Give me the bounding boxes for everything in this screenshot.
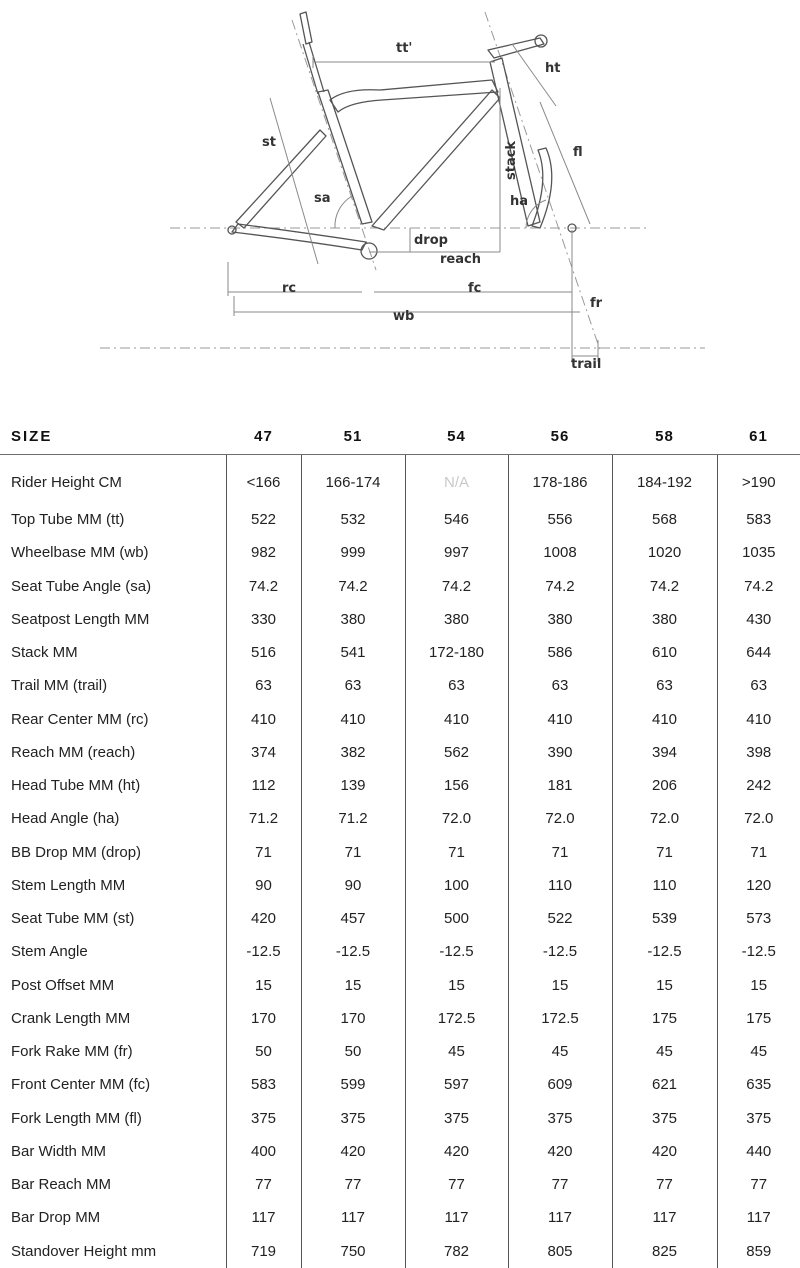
cell-size-61: 77 — [750, 1176, 768, 1194]
geometry-table-body — [0, 455, 800, 1268]
cell-size-54: 15 — [405, 969, 508, 1002]
cell-size-56: 181 — [508, 769, 612, 802]
cell-size-61: 635 — [746, 1076, 772, 1094]
label-wb: wb — [393, 309, 415, 324]
row-label: Rear Center MM (rc) — [0, 703, 226, 736]
table-row — [0, 1102, 800, 1135]
row-label: Post Offset MM — [0, 969, 226, 1002]
cell-size-51: 170 — [301, 1002, 405, 1035]
cell-size-56: 77 — [508, 1168, 612, 1201]
cell-size-51: 117 — [301, 1201, 405, 1234]
cell-size-47: 583 — [226, 1068, 301, 1101]
cell-size-56: 71 — [508, 836, 612, 869]
row-label: Bar Width MM — [0, 1135, 226, 1168]
table-row — [0, 636, 800, 669]
table-row — [0, 1002, 800, 1035]
cell-size-47: 117 — [226, 1201, 301, 1234]
label-reach: reach — [440, 252, 481, 267]
size-header: SIZE — [0, 418, 226, 455]
cell-size-58: 71 — [612, 836, 717, 869]
cell-size-58: -12.5 — [612, 935, 717, 968]
cell-size-47: -12.5 — [226, 935, 301, 968]
cell-size-61: 242 — [746, 777, 772, 795]
cell-size-51: 999 — [301, 536, 405, 569]
cell-size-51: 50 — [301, 1035, 405, 1068]
cell-size-51: 15 — [301, 969, 405, 1002]
cell-size-56: 380 — [508, 603, 612, 636]
label-ht: ht — [545, 61, 561, 76]
cell-size-61: 45 — [750, 1043, 768, 1061]
cell-size-61: 120 — [746, 876, 772, 894]
table-row — [0, 455, 800, 504]
row-label: Top Tube MM (tt) — [0, 503, 226, 536]
cell-size-54: 71 — [405, 836, 508, 869]
cell-size-54: 597 — [405, 1068, 508, 1101]
cell-size-58: 375 — [612, 1102, 717, 1135]
table-row — [0, 1135, 800, 1168]
row-label: Standover Height mm — [0, 1235, 226, 1268]
cell-size-47: 90 — [226, 869, 301, 902]
label-fr: fr — [590, 296, 603, 311]
cell-size-51: 77 — [301, 1168, 405, 1201]
reference-lines — [100, 12, 705, 350]
cell-size-51: 166-174 — [301, 455, 405, 504]
table-row — [0, 1235, 800, 1268]
cell-size-58: 610 — [612, 636, 717, 669]
cell-size-58: 77 — [612, 1168, 717, 1201]
cell-size-61: 15 — [750, 976, 768, 994]
table-row — [0, 536, 800, 569]
cell-size-61: 175 — [746, 1009, 772, 1027]
cell-size-54: 74.2 — [405, 570, 508, 603]
table-row — [0, 869, 800, 902]
cell-size-47: <166 — [226, 455, 301, 504]
cell-size-58: 72.0 — [612, 802, 717, 835]
cell-size-54: 500 — [405, 902, 508, 935]
cell-size-54: 45 — [405, 1035, 508, 1068]
cell-size-56: 15 — [508, 969, 612, 1002]
cell-size-54: 380 — [405, 603, 508, 636]
row-label: BB Drop MM (drop) — [0, 836, 226, 869]
row-label: Stem Angle — [0, 935, 226, 968]
row-label: Reach MM (reach) — [0, 736, 226, 769]
cell-size-54: 72.0 — [405, 802, 508, 835]
cell-size-58: 206 — [612, 769, 717, 802]
row-label: Stem Length MM — [0, 869, 226, 902]
cell-size-54: 100 — [405, 869, 508, 902]
label-fl: fl — [573, 145, 583, 160]
cell-size-61: -12.5 — [741, 943, 776, 961]
cell-size-61: 430 — [746, 610, 772, 628]
label-ha: ha — [510, 194, 529, 209]
row-label: Fork Rake MM (fr) — [0, 1035, 226, 1068]
table-row — [0, 736, 800, 769]
cell-size-61: >190 — [741, 473, 776, 491]
cell-size-56: 522 — [508, 902, 612, 935]
cell-size-61: 375 — [746, 1109, 772, 1127]
cell-size-61: 1035 — [742, 544, 776, 562]
cell-size-56: -12.5 — [508, 935, 612, 968]
cell-size-56: 110 — [508, 869, 612, 902]
row-label: Head Tube MM (ht) — [0, 769, 226, 802]
size-54-header: 54 — [405, 418, 508, 455]
cell-size-61: 410 — [746, 710, 772, 728]
cell-size-51: 71.2 — [301, 802, 405, 835]
row-label: Wheelbase MM (wb) — [0, 536, 226, 569]
row-label: Stack MM — [0, 636, 226, 669]
table-row — [0, 836, 800, 869]
label-drop: drop — [414, 233, 448, 248]
cell-size-47: 170 — [226, 1002, 301, 1035]
cell-size-51: 139 — [301, 769, 405, 802]
cell-size-47: 374 — [226, 736, 301, 769]
cell-size-47: 74.2 — [226, 570, 301, 603]
label-trail: trail — [571, 357, 602, 372]
cell-size-54: 562 — [405, 736, 508, 769]
cell-size-61: 74.2 — [744, 577, 774, 595]
cell-size-56: 172.5 — [508, 1002, 612, 1035]
row-label: Seatpost Length MM — [0, 603, 226, 636]
cell-size-54: 156 — [405, 769, 508, 802]
size-47-header: 47 — [226, 418, 301, 455]
cell-size-51: 599 — [301, 1068, 405, 1101]
row-label: Bar Reach MM — [0, 1168, 226, 1201]
cell-size-51: 375 — [301, 1102, 405, 1135]
row-label: Rider Height CM — [0, 455, 226, 504]
cell-size-58: 15 — [612, 969, 717, 1002]
cell-size-58: 410 — [612, 703, 717, 736]
cell-size-58: 1020 — [612, 536, 717, 569]
cell-size-47: 522 — [226, 503, 301, 536]
table-row — [0, 669, 800, 702]
cell-size-47: 516 — [226, 636, 301, 669]
geometry-table — [0, 418, 800, 1268]
label-st: st — [262, 135, 276, 150]
cell-size-54: 77 — [405, 1168, 508, 1201]
cell-size-56: 74.2 — [508, 570, 612, 603]
cell-size-56: 390 — [508, 736, 612, 769]
cell-size-47: 71 — [226, 836, 301, 869]
table-row — [0, 1068, 800, 1101]
cell-size-51: 541 — [301, 636, 405, 669]
row-label: Crank Length MM — [0, 1002, 226, 1035]
cell-size-56: 609 — [508, 1068, 612, 1101]
cell-size-47: 71.2 — [226, 802, 301, 835]
cell-size-56: 1008 — [508, 536, 612, 569]
cell-size-54: 546 — [405, 503, 508, 536]
table-row — [0, 1035, 800, 1068]
row-label: Front Center MM (fc) — [0, 1068, 226, 1101]
cell-size-54: 782 — [405, 1235, 508, 1268]
cell-size-56: 117 — [508, 1201, 612, 1234]
row-label: Head Angle (ha) — [0, 802, 226, 835]
cell-size-47: 400 — [226, 1135, 301, 1168]
label-sa: sa — [314, 191, 331, 206]
label-tt: tt' — [396, 41, 413, 56]
cell-size-47: 375 — [226, 1102, 301, 1135]
cell-size-58: 621 — [612, 1068, 717, 1101]
cell-size-51: 63 — [301, 669, 405, 702]
cell-size-51: 457 — [301, 902, 405, 935]
cell-size-58: 568 — [612, 503, 717, 536]
cell-size-47: 50 — [226, 1035, 301, 1068]
cell-size-51: 382 — [301, 736, 405, 769]
cell-size-51: 74.2 — [301, 570, 405, 603]
cell-size-47: 77 — [226, 1168, 301, 1201]
cell-size-54: 410 — [405, 703, 508, 736]
cell-size-58: 117 — [612, 1201, 717, 1234]
cell-size-61: 859 — [746, 1242, 772, 1260]
cell-size-51: 380 — [301, 603, 405, 636]
cell-size-47: 420 — [226, 902, 301, 935]
size-56-header: 56 — [508, 418, 612, 455]
cell-size-58: 420 — [612, 1135, 717, 1168]
header-row — [0, 418, 800, 455]
cell-size-51: 420 — [301, 1135, 405, 1168]
cell-size-58: 45 — [612, 1035, 717, 1068]
cell-size-54: 997 — [405, 536, 508, 569]
cell-size-56: 45 — [508, 1035, 612, 1068]
table-row — [0, 1168, 800, 1201]
cell-size-54: 172.5 — [405, 1002, 508, 1035]
cell-size-54: 172-180 — [405, 636, 508, 669]
cell-size-51: 532 — [301, 503, 405, 536]
size-51-header: 51 — [301, 418, 405, 455]
table-row — [0, 935, 800, 968]
cell-size-56: 556 — [508, 503, 612, 536]
cell-size-56: 375 — [508, 1102, 612, 1135]
size-58-header: 58 — [612, 418, 717, 455]
cell-size-61: 71 — [750, 843, 768, 861]
table-row — [0, 1201, 800, 1234]
size-61-header: 61 — [717, 418, 800, 455]
cell-size-56: 420 — [508, 1135, 612, 1168]
cell-size-51: 71 — [301, 836, 405, 869]
table-row — [0, 570, 800, 603]
cell-size-58: 539 — [612, 902, 717, 935]
cell-size-56: 178-186 — [508, 455, 612, 504]
cell-size-47: 330 — [226, 603, 301, 636]
cell-size-51: 750 — [301, 1235, 405, 1268]
cell-size-54: 420 — [405, 1135, 508, 1168]
cell-size-47: 982 — [226, 536, 301, 569]
cell-size-54: 375 — [405, 1102, 508, 1135]
table-row — [0, 703, 800, 736]
cell-size-51: 90 — [301, 869, 405, 902]
cell-size-58: 110 — [612, 869, 717, 902]
cell-size-58: 380 — [612, 603, 717, 636]
label-stack: stack — [504, 140, 519, 180]
cell-size-58: 394 — [612, 736, 717, 769]
cell-size-61: 398 — [746, 743, 772, 761]
row-label: Fork Length MM (fl) — [0, 1102, 226, 1135]
cell-size-58: 184-192 — [612, 455, 717, 504]
cell-size-61: 573 — [746, 910, 772, 928]
table-row — [0, 969, 800, 1002]
row-label: Seat Tube Angle (sa) — [0, 570, 226, 603]
cell-size-47: 719 — [226, 1235, 301, 1268]
cell-size-51: 410 — [301, 703, 405, 736]
cell-size-47: 112 — [226, 769, 301, 802]
cell-size-58: 74.2 — [612, 570, 717, 603]
cell-size-47: 410 — [226, 703, 301, 736]
cell-size-54: 63 — [405, 669, 508, 702]
table-row — [0, 503, 800, 536]
cell-size-56: 586 — [508, 636, 612, 669]
label-fc: fc — [468, 281, 482, 296]
cell-size-56: 805 — [508, 1235, 612, 1268]
table-row — [0, 802, 800, 835]
table-row — [0, 603, 800, 636]
cell-size-61: 583 — [746, 511, 772, 529]
cell-size-61: 63 — [750, 677, 768, 695]
geometry-diagram — [0, 0, 800, 390]
cell-size-61: 72.0 — [744, 810, 774, 828]
table-row — [0, 769, 800, 802]
cell-size-54: -12.5 — [405, 935, 508, 968]
cell-size-51: -12.5 — [301, 935, 405, 968]
cell-size-54: N/A — [405, 455, 508, 504]
cell-size-58: 825 — [612, 1235, 717, 1268]
cell-size-61: 440 — [746, 1142, 772, 1160]
cell-size-56: 72.0 — [508, 802, 612, 835]
cell-size-58: 63 — [612, 669, 717, 702]
cell-size-47: 15 — [226, 969, 301, 1002]
cell-size-56: 410 — [508, 703, 612, 736]
cell-size-56: 63 — [508, 669, 612, 702]
row-label: Bar Drop MM — [0, 1201, 226, 1234]
cell-size-54: 117 — [405, 1201, 508, 1234]
cell-size-58: 175 — [612, 1002, 717, 1035]
cell-size-47: 63 — [226, 669, 301, 702]
table-row — [0, 902, 800, 935]
label-rc: rc — [282, 281, 297, 296]
cell-size-61: 644 — [746, 644, 772, 662]
cell-size-61: 117 — [746, 1209, 771, 1227]
row-label: Trail MM (trail) — [0, 669, 226, 702]
row-label: Seat Tube MM (st) — [0, 902, 226, 935]
